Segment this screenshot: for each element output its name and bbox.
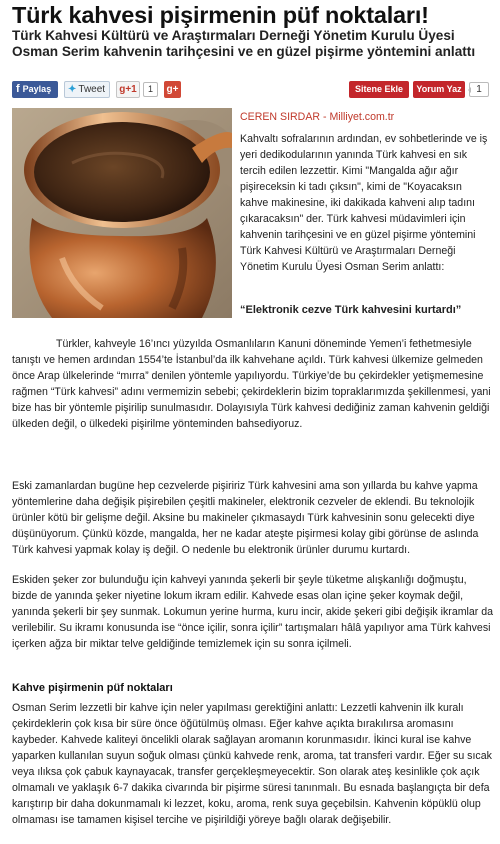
article-title: Türk kahvesi pişirmenin püf noktaları! bbox=[12, 2, 429, 28]
coffee-pot-image bbox=[12, 108, 232, 318]
write-comment-button[interactable]: Yorum Yaz bbox=[413, 81, 465, 98]
pull-quote: “Elektronik cezve Türk kahvesini kurtardı” bbox=[240, 304, 462, 316]
article-subtitle: Türk Kahvesi Kültürü ve Araştırmaları Derneği Yönetim Kurulu Üyesi Osman Serim kahvenin tarihçesini ve en güzel pişirme yöntemini anlattı bbox=[12, 28, 476, 59]
add-to-site-button[interactable]: Sitene Ekle bbox=[349, 81, 409, 98]
google-plus-icon[interactable]: g+ bbox=[164, 81, 181, 98]
share-bar bbox=[12, 81, 490, 99]
tweet-button[interactable] bbox=[64, 81, 110, 98]
google-plus-count: 1 bbox=[143, 82, 158, 97]
article-byline[interactable]: CEREN SIRDAR - Milliyet.com.tr bbox=[240, 111, 395, 123]
article-paragraph-3: Eskiden şeker zor bulunduğu için kahveyi yanında şekerli bir şeyle tüketme alışkanlığı doğmuştu, bizde de yanında şeker niyetine lokum ikram edilir. Kahvede esas olan içine şeker koymak değil, yanında şekerli bir şey sunmak. Lokumun yerine hurma, kuru incir, akide şekeri gibi değişik ikramlar da verilebilir. Su ikramı konusunda ise “önce içilir, sonra içilir” tartışmaları hâlâ yapılıyor ama Türk kahvesi içerken ağza bir miktar telve geldiğinde temizlemek için su sonra içilmeli. bbox=[12, 574, 494, 650]
google-plus-one-button[interactable]: g+1 bbox=[116, 81, 140, 98]
article-paragraph-4: Osman Serim lezzetli bir kahve için neler yapılması gerektiğini anlattı: Lezzetli kahvenin ilk kuralı çekirdeklerin çok kısa bir süre önce öğütülmüş olması. Eğer kahve açıkta bırakılırsa aromasını kaybeder. Kahvede kaliteyi öncelikli olarak sağlayan aromanın korunmasıdır. İkinci kural ise kahve yaparken kullanılan suyun soğuk olması çünkü kahvede renk, aroma, tat transferi vardır. Eğer su sıcak veya ılıksa çok çabuk kaynayacak, transfer gerçekleşmeyecektir. Son olarak ateş kesinlikle çok açık olmamalı ve yaklaşık 6-7 dakika civarında bir pişirme süresi tanınmalı. Bu esnada başlangıçta bir defa karıştırıp bir daha dokunmamalı ki lezzet, koku, aroma, renk suya geçebilsin. Kahvenin köpüklü olup olmaması ise tamamen kişisel tercihe ve pişirildiği yöreye bağlı olarak değişebilir. bbox=[12, 702, 492, 826]
article-paragraph-2: Eski zamanlardan bugüne hep cezvelerde pişiririz Türk kahvesini ama son yıllarda bu kahve yapma yöntemlerine daha değişik pişirebilen çeşitli makineler, elektronik cezveler de eklendi. Bu teknolojik ürünler kötü bir gelişme değil. Aksine bu makineler çıkmasaydı Türk kahvesinin sonu gelecekti diye düşünüyorum. Çünkü közde, mangalda, her ne kadar ateşte pişirmesi kolay gibi görünse de aslında Türk kahvesi yapmak kolay iş değil. O nedenle bu elektronik ürünler durumu kurtardı. bbox=[12, 480, 479, 556]
article-paragraph-1 bbox=[12, 336, 494, 432]
article-intro: Kahvaltı sofralarının ardından, ev sohbetlerinde ve iş yeri dedikodularının yanında Türk kahvesi en sık tercih edilen lezzettir. Kimi "Mangalda ağır ağır pişireceksin ki tadı çıksın", kimi de "Koyacaksın kahve makinesine, iki dakikada kahveni alıp tadını çıkaracaksın" der. Türk kahvesi müdavimleri için kahvenin tarihçesini ve en güzel pişirme yöntemini Türk Kahvesi Kültürü ve Araştırmaları Derneği Yönetim Kurulu Üyesi Osman Serim anlattı: bbox=[240, 133, 488, 273]
turkish-coffee-pot-photo bbox=[12, 108, 232, 318]
twitter-bird-icon: ✦ bbox=[68, 84, 77, 95]
facebook-icon: f bbox=[16, 83, 20, 95]
facebook-share-label: Paylaş bbox=[22, 84, 52, 94]
facebook-share-button[interactable] bbox=[12, 81, 58, 98]
section-heading: Kahve pişirmenin püf noktaları bbox=[12, 682, 173, 694]
paragraph-1-text: Türkler, kahveyle 16’ıncı yüzyılda Osmanlıların Kanuni döneminde Yemen’i fethetmesiyle tanıştı ve hemen ardından 1554’te İstanbul’da ilk kahvehane açıldı. Türk kahvesi ülkemize gelmeden önce Arap ülkelerinde “mırra” denilen yöntemle yapılıyordu. Türkiye’de bu çekirdekler yetişmemesine rağmen “Türk kahvesi” adını vermemizin sebebi; çekirdeklerin bizim topraklarımızda şekillenmesi, yani bize has bir yöntemle pişirilip sunulmasıdır. Dolayısıyla Türk kahvesi dediğiniz zaman kahvenin geldiği ülkeden değil, o ülkedeki pişirilme yönteminden bahsediyoruz. bbox=[12, 338, 491, 430]
comment-count: 1 bbox=[469, 82, 489, 97]
tweet-label: Tweet bbox=[78, 84, 106, 95]
